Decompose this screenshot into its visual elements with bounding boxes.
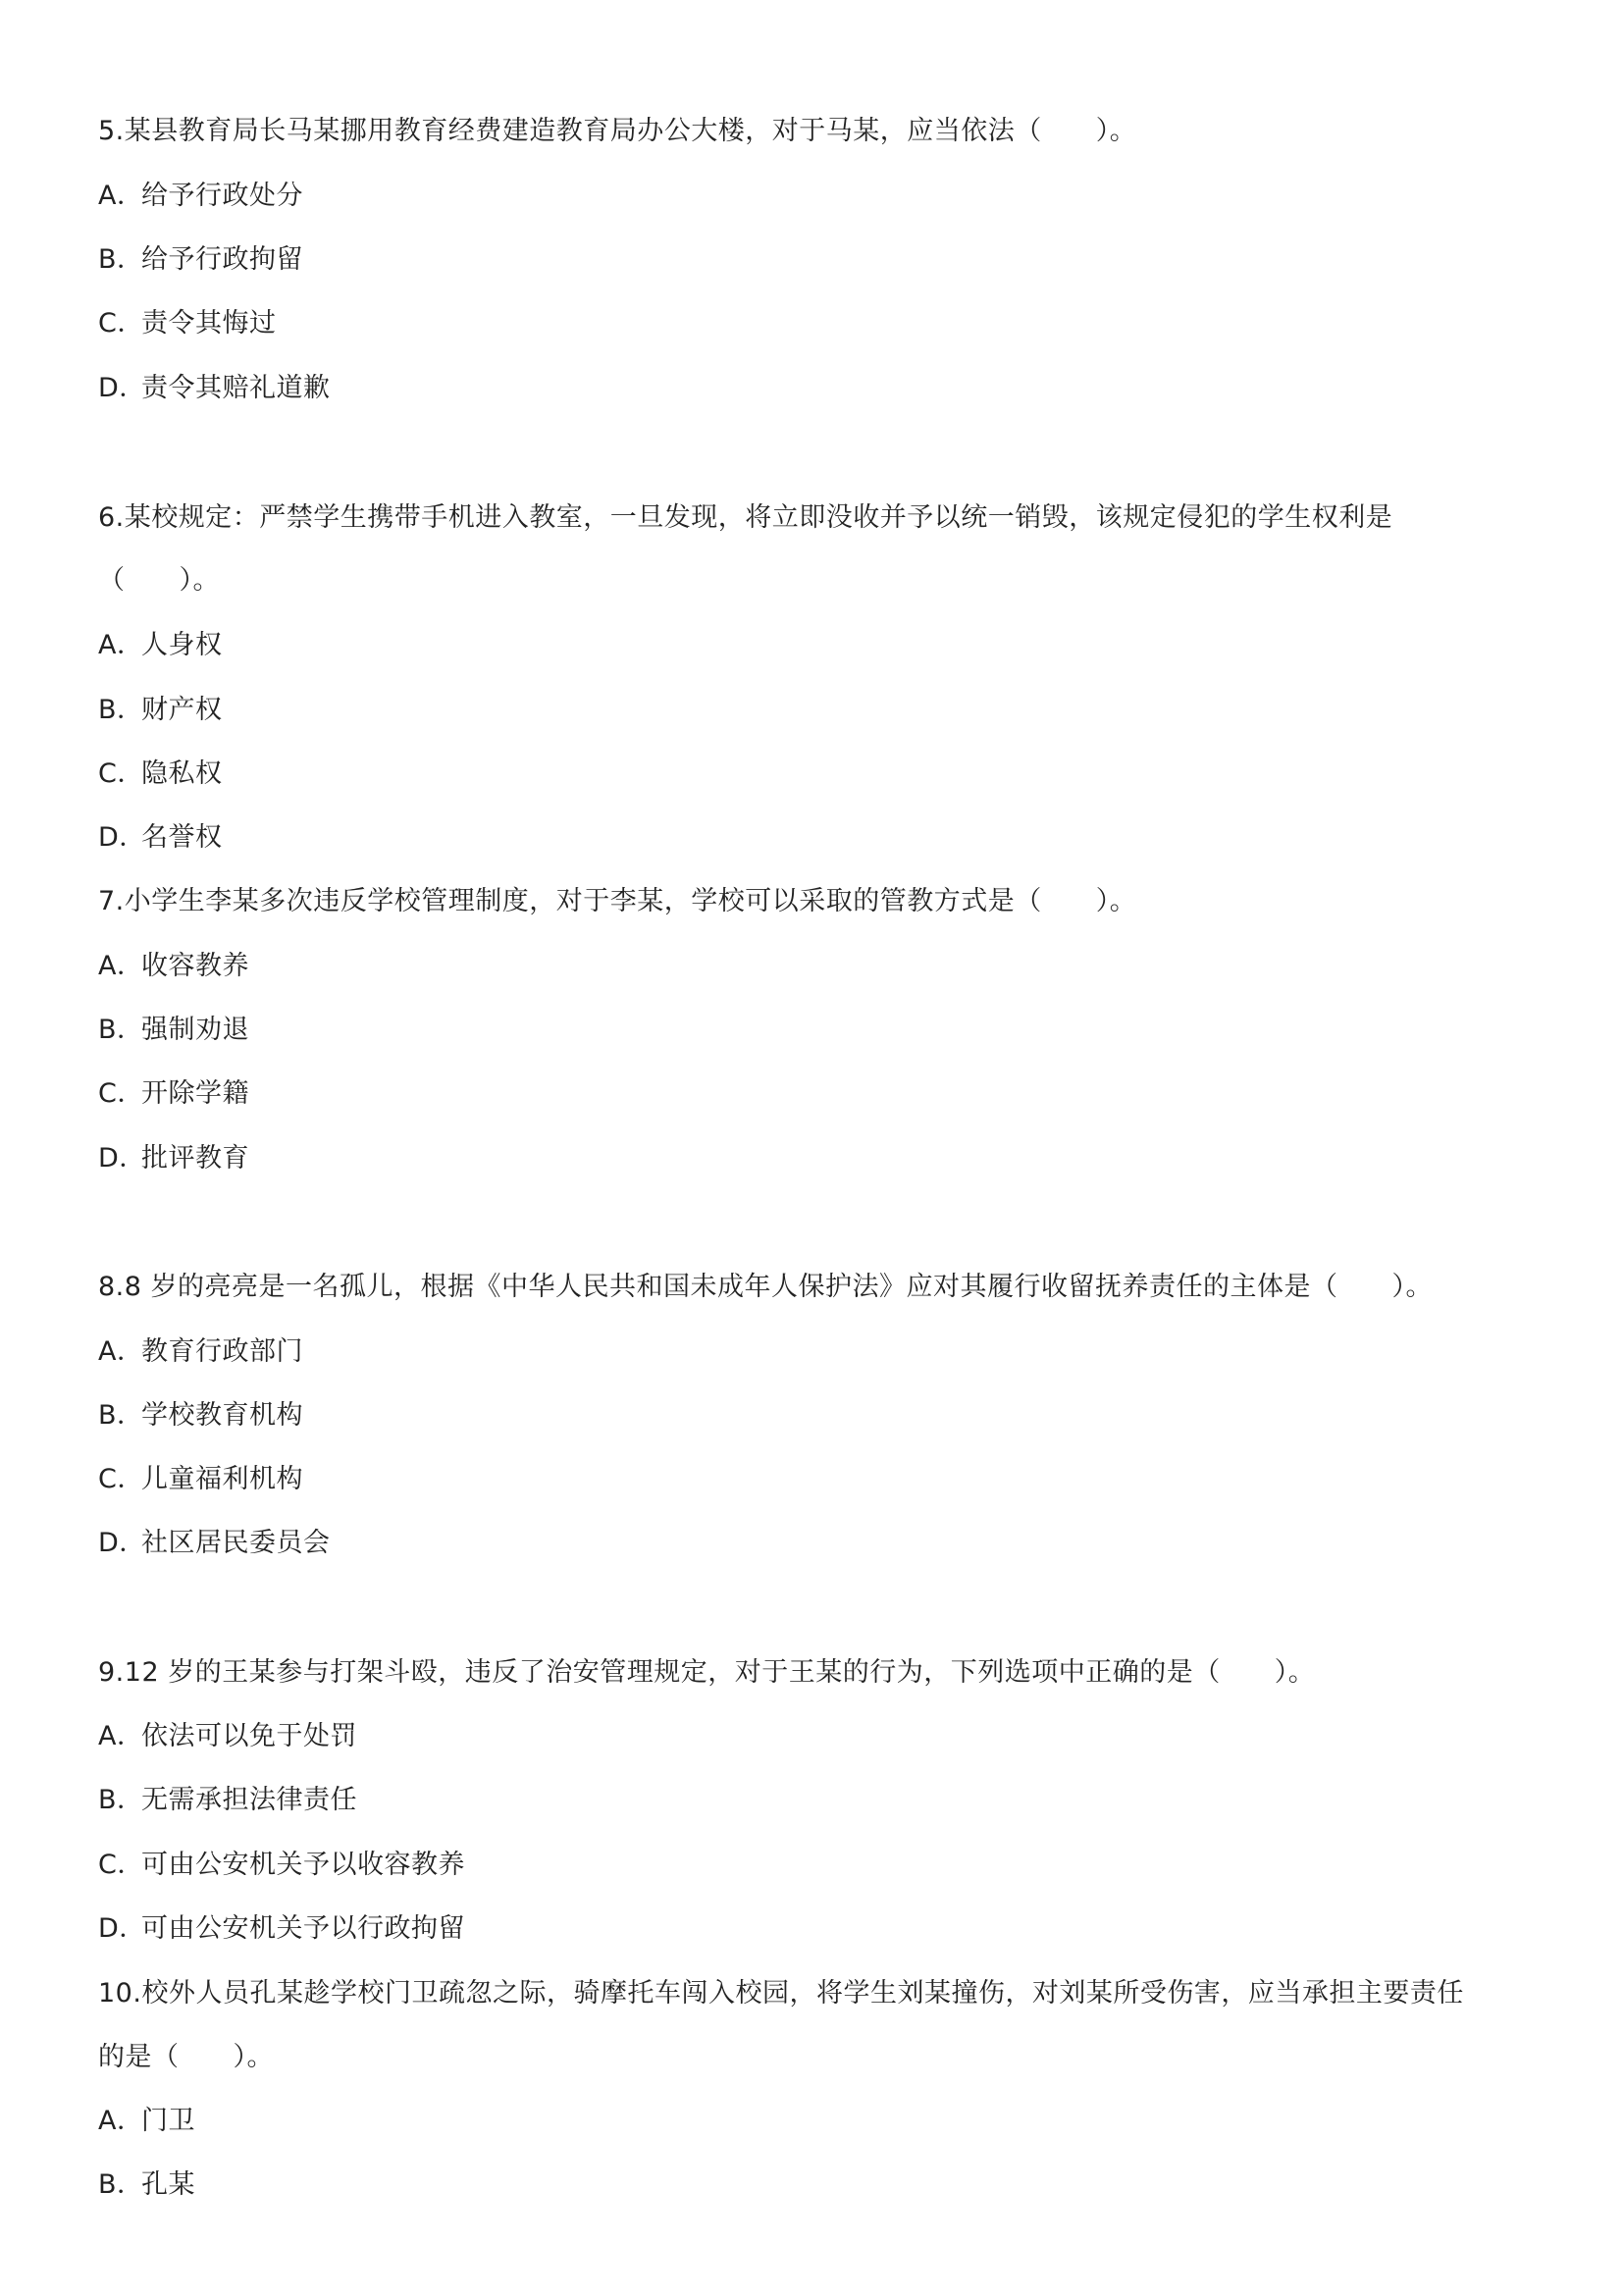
option-text: 无需承担法律责任 — [141, 1785, 357, 1815]
question-10-stem: 10.校外人员孔某趁学校门卫疏忽之际，骑摩托车闯入校园，将学生刘某撞伤，对刘某所受伤害，应当承担主要责任 — [98, 1978, 1464, 2009]
question-7-option-d — [98, 1141, 249, 1176]
option-text: 给予行政处分 — [141, 181, 303, 211]
option-text: 人身权 — [141, 630, 223, 660]
option-letter: B． — [98, 244, 144, 275]
question-8-option-d — [98, 1526, 331, 1561]
option-letter: D． — [98, 1528, 146, 1558]
option-letter: A． — [98, 630, 144, 660]
option-text: 责令其赔礼道歉 — [141, 373, 331, 403]
question-5-option-d — [98, 371, 331, 406]
question-6-option-b — [98, 693, 223, 728]
option-letter: A． — [98, 1336, 144, 1367]
question-5-option-a — [98, 179, 303, 214]
option-letter: D． — [98, 822, 146, 853]
option-text: 批评教育 — [141, 1143, 249, 1174]
question-6-stem: 6.某校规定：严禁学生携带手机进入教室，一旦发现，将立即没收并予以统一销毁，该规定侵犯的学生权利是 — [98, 502, 1393, 533]
option-text: 财产权 — [141, 695, 223, 725]
option-text: 可由公安机关予以行政拘留 — [141, 1913, 465, 1944]
question-7-option-b — [98, 1013, 249, 1048]
question-8-stem: 8.8 岁的亮亮是一名孤儿，根据《中华人民共和国未成年人保护法》应对其履行收留抚养责任的主体是（ ）。 — [98, 1272, 1434, 1302]
option-letter: A． — [98, 951, 144, 981]
option-letter: B． — [98, 2169, 144, 2200]
option-text: 门卫 — [141, 2106, 195, 2136]
question-8-option-a — [98, 1334, 303, 1370]
question-10-option-a — [98, 2104, 195, 2139]
option-text: 收容教养 — [141, 951, 249, 981]
option-letter: D． — [98, 1143, 146, 1174]
option-text: 名誉权 — [141, 822, 223, 853]
option-letter: C． — [98, 1850, 144, 1880]
question-5-option-c — [98, 306, 277, 341]
question-10-option-b — [98, 2167, 195, 2203]
question-7-option-c — [98, 1076, 249, 1112]
option-text: 隐私权 — [141, 758, 223, 789]
option-text: 儿童福利机构 — [141, 1464, 303, 1494]
option-text: 社区居民委员会 — [141, 1528, 331, 1558]
question-6-option-c — [98, 757, 223, 792]
question-8-option-b — [98, 1398, 303, 1434]
option-text: 可由公安机关予以收容教养 — [141, 1850, 465, 1880]
question-7-option-a — [98, 949, 249, 984]
question-9-stem: 9.12 岁的王某参与打架斗殴，违反了治安管理规定，对于王某的行为，下列选项中正确的是（ ）。 — [98, 1657, 1316, 1688]
question-9-option-c — [98, 1848, 465, 1883]
option-text: 孔某 — [141, 2169, 195, 2200]
option-letter: C． — [98, 1078, 144, 1109]
question-8-option-c — [98, 1462, 303, 1497]
option-letter: A． — [98, 1721, 144, 1751]
question-9-option-d — [98, 1911, 465, 1947]
question-5-option-b — [98, 242, 303, 278]
option-letter: B． — [98, 1400, 144, 1431]
option-letter: A． — [98, 2106, 144, 2136]
question-7-stem: 7.小学生李某多次违反学校管理制度，对于李某，学校可以采取的管教方式是（ ）。 — [98, 886, 1137, 916]
option-text: 责令其悔过 — [141, 308, 277, 339]
option-letter: C． — [98, 308, 144, 339]
option-letter: B． — [98, 1785, 144, 1815]
question-9-option-b — [98, 1783, 357, 1818]
option-text: 强制劝退 — [141, 1015, 249, 1045]
option-letter: D． — [98, 373, 146, 403]
question-9-option-a — [98, 1719, 357, 1754]
option-letter: C． — [98, 1464, 144, 1494]
question-6-option-a — [98, 628, 223, 663]
question-5-stem: 5.某县教育局长马某挪用教育经费建造教育局办公大楼，对于马某，应当依法（ ）。 — [98, 116, 1137, 146]
option-letter: A． — [98, 181, 144, 211]
question-6-stem-continued: （ ）。 — [98, 565, 220, 596]
question-6-option-d — [98, 820, 223, 856]
option-text: 开除学籍 — [141, 1078, 249, 1109]
option-letter: D． — [98, 1913, 146, 1944]
option-letter: B． — [98, 695, 144, 725]
option-letter: C． — [98, 758, 144, 789]
option-letter: B． — [98, 1015, 144, 1045]
option-text: 给予行政拘留 — [141, 244, 303, 275]
option-text: 教育行政部门 — [141, 1336, 303, 1367]
option-text: 依法可以免于处罚 — [141, 1721, 357, 1751]
question-10-stem-continued: 的是（ ）。 — [98, 2042, 274, 2072]
option-text: 学校教育机构 — [141, 1400, 303, 1431]
